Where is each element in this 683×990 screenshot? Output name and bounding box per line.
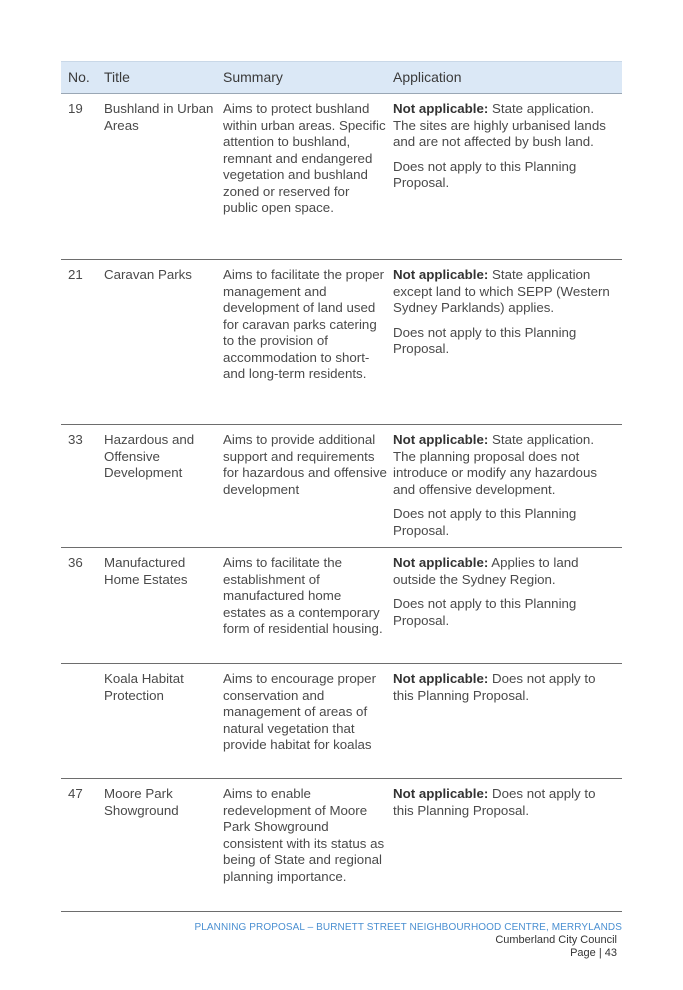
- row-summary: Aims to encourage proper conservation and management of areas of natural vegetation that provide habitat for koalas: [223, 671, 376, 752]
- sepp-table: [61, 61, 622, 912]
- table-row: [61, 779, 622, 912]
- footer-page-number: Page | 43: [570, 947, 617, 959]
- header-title: Title: [104, 69, 130, 86]
- header-no: No.: [68, 69, 90, 86]
- application-text: Does not apply to this Planning Proposal.: [393, 786, 596, 818]
- row-no: 21: [68, 267, 83, 282]
- row-application: [393, 94, 622, 259]
- row-no: 33: [68, 432, 83, 447]
- row-application: [393, 779, 622, 911]
- row-no: [61, 664, 104, 778]
- application-status: Not applicable:: [393, 101, 489, 116]
- row-summary: Aims to facilitate the proper management and development of land used for caravan parks catering to the provision of accommodation to short- and long-term residents.: [223, 267, 385, 381]
- application-note: Does not apply to this Planning Proposal.: [393, 506, 577, 538]
- application-status: Not applicable:: [393, 267, 489, 282]
- row-summary: Aims to protect bushland within urban areas. Specific attention to bushland, remnant and endangered vegetation and bushland zoned or reserved for public open space.: [223, 101, 386, 215]
- header-summary: Summary: [223, 69, 283, 86]
- row-title: Caravan Parks: [104, 267, 192, 282]
- application-status: Not applicable:: [393, 432, 489, 447]
- table-row: [61, 548, 622, 664]
- application-text: Does not apply to this Planning Proposal.: [393, 671, 596, 703]
- row-application: [393, 548, 622, 663]
- footer-document-title: PLANNING PROPOSAL – BURNETT STREET NEIGHBOURHOOD CENTRE, MERRYLANDS: [194, 922, 622, 933]
- application-status: Not applicable:: [393, 671, 489, 686]
- row-application: [393, 664, 622, 778]
- row-application: [393, 425, 622, 547]
- application-note: Does not apply to this Planning Proposal.: [393, 158, 577, 190]
- table-header: [61, 61, 622, 94]
- application-note: Does not apply to this Planning Proposal.: [393, 324, 577, 356]
- row-title: Hazardous and Offensive Development: [104, 432, 195, 480]
- row-application: [393, 260, 622, 424]
- row-no: 47: [68, 786, 83, 801]
- application-text: State application. The planning proposal does not introduce or modify any hazardous and offensive development.: [393, 432, 597, 497]
- application-text: State application except land to which SEPP (Western Sydney Parklands) applies.: [393, 267, 610, 315]
- table-row: [61, 260, 622, 425]
- table-row: [61, 425, 622, 548]
- application-status: Not applicable:: [393, 555, 489, 570]
- table-row: [61, 94, 622, 260]
- row-summary: Aims to provide additional support and requirements for hazardous and offensive development: [223, 432, 387, 497]
- application-status: Not applicable:: [393, 786, 489, 801]
- row-title: Koala Habitat Protection: [104, 671, 184, 703]
- row-no: 19: [68, 101, 83, 116]
- row-title: Bushland in Urban Areas: [104, 101, 214, 133]
- application-note: Does not apply to this Planning Proposal.: [393, 596, 577, 628]
- table-row: [61, 664, 622, 779]
- row-summary: Aims to enable redevelopment of Moore Park Showground consistent with its status as being of State and regional planning importance.: [223, 786, 385, 884]
- footer-council: Cumberland City Council: [495, 934, 617, 946]
- row-summary: Aims to facilitate the establishment of manufactured home estates as a contemporary form of residential housing.: [223, 555, 383, 636]
- application-text: State application. The sites are highly urbanised lands and are not affected by bush land.: [393, 101, 606, 149]
- application-text: Applies to land outside the Sydney Region.: [393, 555, 579, 587]
- row-title: Moore Park Showground: [104, 786, 179, 818]
- row-title: Manufactured Home Estates: [104, 555, 188, 587]
- row-no: 36: [68, 555, 83, 570]
- header-application: Application: [393, 69, 462, 86]
